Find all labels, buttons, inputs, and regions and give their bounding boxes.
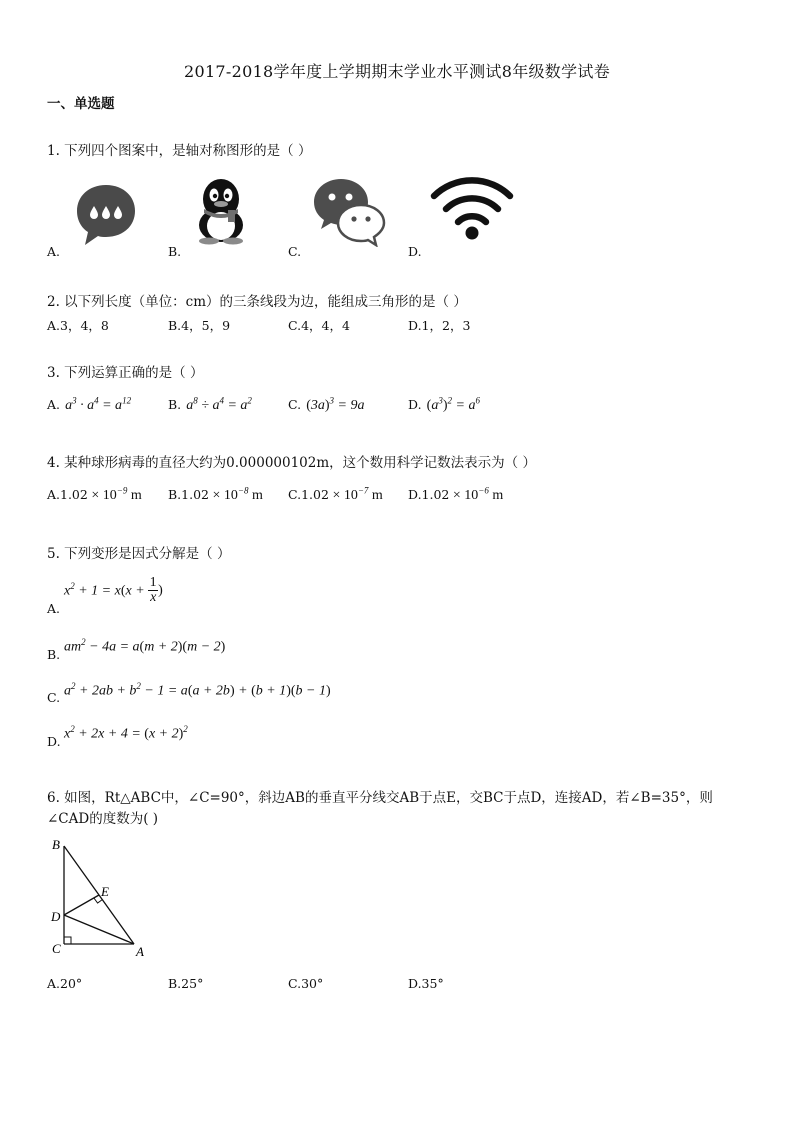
q3-stem: 3. 下列运算正确的是（ ） bbox=[47, 365, 204, 381]
label-b: B bbox=[52, 837, 60, 852]
q5-stem: 5. 下列变形是因式分解是（ ） bbox=[47, 546, 231, 562]
q2-option-b: B.4，5，9 bbox=[168, 318, 231, 333]
q6-stem-line2: ∠CAD的度数为( ) bbox=[47, 811, 159, 827]
penguin-icon bbox=[190, 175, 252, 245]
q1-option-b: B. bbox=[168, 244, 182, 259]
q4-exp-c: −7 bbox=[357, 485, 369, 496]
q4-exp-b: −8 bbox=[237, 485, 249, 496]
q3-label-d: D. bbox=[408, 397, 422, 412]
q4-option-c: $C.1.02 \times 10^{-7}$ m bbox=[288, 485, 383, 503]
q5-label-c: C. bbox=[47, 690, 61, 705]
q4-label-d: D.1.02 bbox=[408, 487, 450, 502]
q4-unit-a: m bbox=[130, 488, 142, 503]
wechat-icon bbox=[311, 175, 387, 247]
q3-label-b: B. bbox=[168, 397, 182, 412]
q3-formula-d: $(a^3)^2 = a^6$ bbox=[426, 395, 480, 413]
q4-unit-b: m bbox=[251, 488, 263, 503]
q5-label-a: A. bbox=[47, 601, 61, 616]
q6-option-a: A.20° bbox=[47, 976, 83, 991]
q4-unit-c: m bbox=[371, 488, 383, 503]
q3-option-a bbox=[47, 394, 131, 414]
q6-option-b: B.25° bbox=[168, 976, 204, 991]
q4-option-d: $D.1.02 \times 10^{-6}$ m bbox=[408, 485, 504, 503]
q4-exp-a: −9 bbox=[116, 485, 128, 496]
q4-unit-d: m bbox=[492, 488, 504, 503]
q6-option-c: C.30° bbox=[288, 976, 324, 991]
q5-label-d: D. bbox=[47, 734, 61, 749]
q6-option-d: D.35° bbox=[408, 976, 444, 991]
q5-formula-b: $am^2 - 4a = a(m + 2)(m - 2)$ bbox=[64, 637, 226, 655]
q4-label-c: C.1.02 bbox=[288, 487, 329, 502]
q2-stem: 2. 以下列长度（单位：cm）的三条线段为边，能组成三角形的是（ ） bbox=[47, 294, 467, 310]
q3-formula-a: $a^3 \cdot a^4 = a^{12}$ bbox=[65, 395, 132, 413]
page-title: 2017-2018学年度上学期期末学业水平测试8年级数学试卷 bbox=[183, 62, 611, 81]
q5-formula-d: $x^2 + 2x + 4 = (x + 2)^2$ bbox=[64, 724, 188, 742]
q2-option-a: A.3，4，8 bbox=[47, 318, 109, 333]
q3-option-b bbox=[168, 394, 252, 414]
q4-label-b: B.1.02 bbox=[168, 487, 209, 502]
q1-option-a: A. bbox=[47, 244, 61, 259]
q4-exp-d: −6 bbox=[478, 485, 489, 496]
q4-option-b: $B.1.02 \times 10^{-8}$ m bbox=[168, 485, 263, 503]
q3-label-c: C. bbox=[288, 397, 302, 412]
q3-option-c bbox=[288, 394, 364, 414]
label-d: D bbox=[51, 909, 61, 924]
section-heading: 一、单选题 bbox=[47, 96, 115, 112]
q1-option-c: C. bbox=[288, 244, 302, 259]
q2-option-c: C.4，4，4 bbox=[288, 318, 350, 333]
q3-formula-c: $(3a)^3 = 9a$ bbox=[306, 395, 365, 413]
q4-label-a: A.1.02 bbox=[47, 487, 88, 502]
chat-bubble-icon bbox=[74, 181, 138, 249]
q3-label-a: A. bbox=[47, 397, 61, 412]
q4-stem: 4. 某种球形病毒的直径大约为0.000000102m，这个数用科学记数法表示为（ ） bbox=[47, 455, 536, 471]
q1-stem: 1. 下列四个图案中，是轴对称图形的是（ ） bbox=[47, 143, 312, 159]
q3-formula-b: $a^8 \div a^4 = a^2$ bbox=[186, 395, 252, 413]
q4-option-a: $A.1.02 \times 10^{-9}$ m bbox=[47, 485, 142, 503]
triangle-figure bbox=[44, 836, 154, 961]
q5-formula-c: $a^2 + 2ab + b^2 - 1 = a(a + 2b) + (b + 1)(b - 1)$ bbox=[64, 681, 331, 699]
q6-stem-line1: 6. 如图，Rt△ABC中，∠C=90°，斜边AB的垂直平分线交AB于点E，交BC于点D，连接AD，若∠B=35°，则 bbox=[47, 790, 713, 806]
label-c: C bbox=[52, 941, 61, 956]
label-e: E bbox=[101, 884, 109, 899]
q5-label-b: B. bbox=[47, 647, 61, 662]
wifi-icon bbox=[430, 172, 514, 242]
q1-option-d: D. bbox=[408, 244, 422, 259]
q5-formula-a: $x^2 + 1 = x(x$ + 1 x ) bbox=[64, 575, 163, 605]
q2-option-d: D.1，2，3 bbox=[408, 318, 471, 333]
label-a: A bbox=[136, 944, 144, 959]
q3-option-d bbox=[408, 394, 480, 414]
